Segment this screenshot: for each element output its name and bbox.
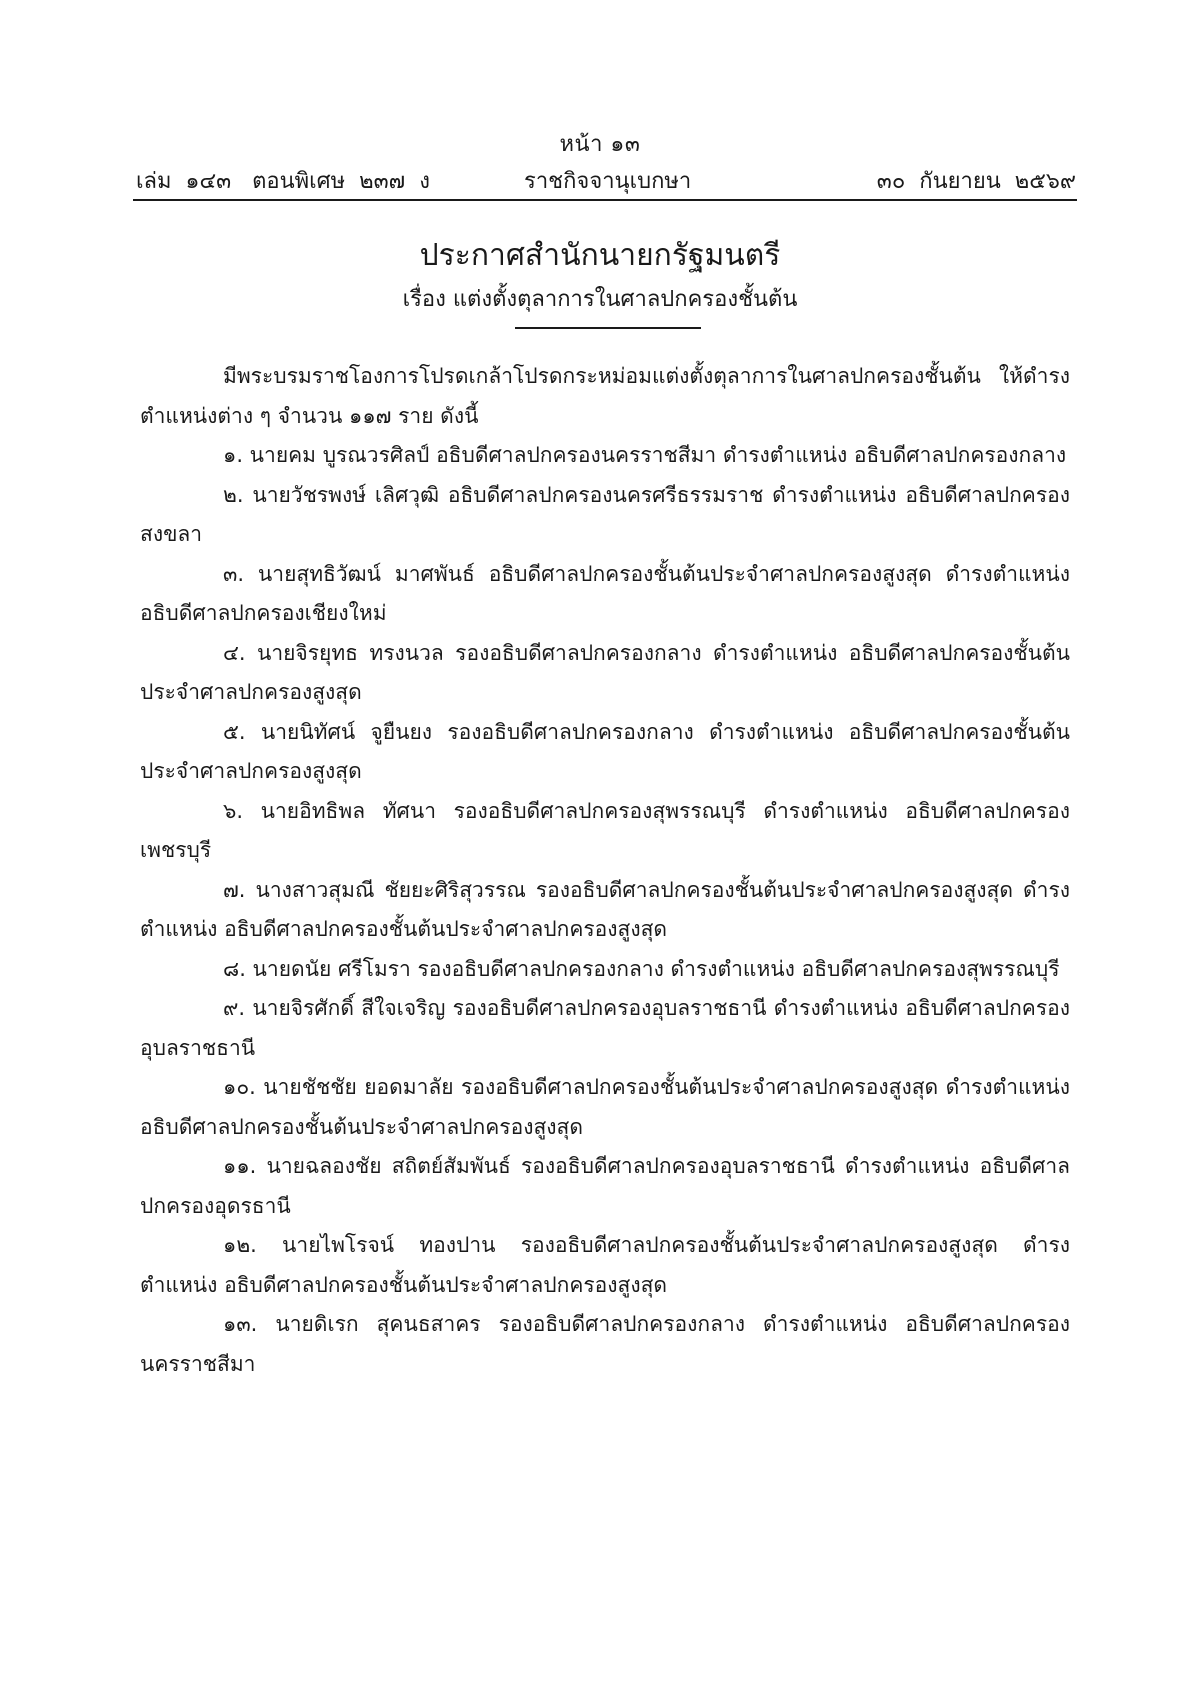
publication-date: ๓๐ กันยายน ๒๕๖๙ — [876, 169, 1076, 194]
volume-issue: เล่ม ๑๔๓ ตอนพิเศษ ๒๓๗ ง — [136, 169, 430, 194]
gazette-header — [136, 163, 1076, 195]
list-item: ๕. นายนิทัศน์ จูยืนยง รองอธิบดีศาลปกครองกลาง ดำรงตำแหน่ง อธิบดีศาลปกครองชั้นต้น ประจำศาลปกครองสูงสุด — [140, 719, 1070, 783]
list-item: ๓. นายสุทธิวัฒน์ มาศพันธ์ อธิบดีศาลปกครองชั้นต้นประจำศาลปกครองสูงสุด ดำรงตำแหน่ง อธิบดีศาลปกครองเชียงใหม่ — [140, 561, 1070, 625]
document-subject: เรื่อง แต่งตั้งตุลาการในศาลปกครองชั้นต้น — [402, 287, 798, 312]
document-body — [140, 357, 1070, 1384]
list-item: ๑๐. นายชัชชัย ยอดมาลัย รองอธิบดีศาลปกครองชั้นต้นประจำศาลปกครองสูงสุด ดำรงตำแหน่ง อธิบดีศาลปกครองชั้นต้นประจำศาลปกครองสูงสุด — [140, 1075, 1070, 1139]
list-item: ๑. นายคม บูรณวรศิลป์ อธิบดีศาลปกครองนครราชสีมา ดำรงตำแหน่ง อธิบดีศาลปกครองกลาง — [223, 443, 1067, 467]
document-title: ประกาศสำนักนายกรัฐมนตรี — [419, 238, 781, 273]
title-divider — [515, 327, 701, 329]
list-item: ๙. นายจิรศักดิ์ สีใจเจริญ รองอธิบดีศาลปกครองอุบลราชธานี ดำรงตำแหน่ง อธิบดีศาลปกครอง อุบลราชธานี — [140, 996, 1070, 1060]
page-number: หน้า ๑๓ — [559, 132, 641, 157]
list-item: ๖. นายอิทธิพล ทัศนา รองอธิบดีศาลปกครองสุพรรณบุรี ดำรงตำแหน่ง อธิบดีศาลปกครอง เพชรบุรี — [140, 798, 1070, 862]
intro-paragraph: มีพระบรมราชโองการโปรดเกล้าโปรดกระหม่อมแต่งตั้งตุลาการในศาลปกครองชั้นต้น ให้ดำรงตำแหน่งต่าง ๆ จำนวน ๑๑๗ ราย ดังนี้ — [140, 364, 1070, 428]
list-item: ๔. นายจิรยุทธ ทรงนวล รองอธิบดีศาลปกครองกลาง ดำรงตำแหน่ง อธิบดีศาลปกครองชั้นต้น ประจำศาลปกครองสูงสุด — [140, 640, 1070, 704]
list-item: ๒. นายวัชรพงษ์ เลิศวุฒิ อธิบดีศาลปกครองนครศรีธรรมราช ดำรงตำแหน่ง อธิบดีศาลปกครอง สงขลา — [140, 482, 1070, 546]
list-item: ๑๓. นายดิเรก สุคนธสาคร รองอธิบดีศาลปกครองกลาง ดำรงตำแหน่ง อธิบดีศาลปกครอง นครราชสีมา — [140, 1312, 1070, 1376]
list-item: ๑๑. นายฉลองชัย สถิตย์สัมพันธ์ รองอธิบดีศาลปกครองอุบลราชธานี ดำรงตำแหน่ง อธิบดีศาลปกครองอุดรธานี — [140, 1154, 1070, 1218]
header-divider — [133, 199, 1077, 201]
publication-name: ราชกิจจานุเบกษา — [524, 169, 692, 194]
list-item: ๘. นายดนัย ศรีโมรา รองอธิบดีศาลปกครองกลาง ดำรงตำแหน่ง อธิบดีศาลปกครองสุพรรณบุรี — [223, 956, 1060, 981]
list-item: ๗. นางสาวสุมณี ชัยยะศิริสุวรรณ รองอธิบดีศาลปกครองชั้นต้นประจำศาลปกครองสูงสุด ดำรงตำแหน่ง อธิบดีศาลปกครองชั้นต้นประจำศาลปกครองสูงสุด — [140, 877, 1070, 941]
list-item: ๑๒. นายไพโรจน์ ทองปาน รองอธิบดีศาลปกครองชั้นต้นประจำศาลปกครองสูงสุด ดำรงตำแหน่ง อธิบดีศาลปกครองชั้นต้นประจำศาลปกครองสูงสุด — [140, 1233, 1070, 1297]
